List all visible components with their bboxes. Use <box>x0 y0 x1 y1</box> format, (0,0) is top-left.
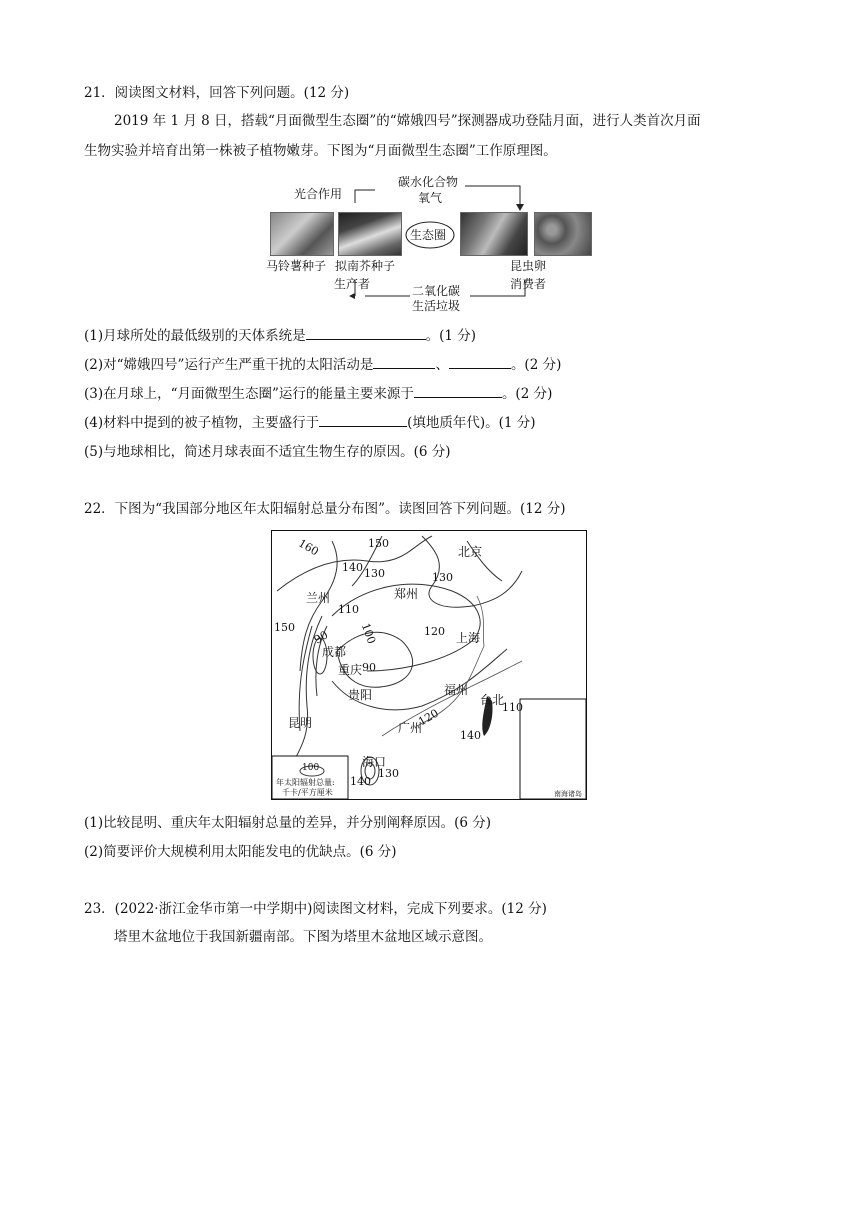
city-label: 兰州 <box>306 591 331 605</box>
isoline-label: 110 <box>502 701 523 714</box>
isoline-label: 90 <box>311 628 331 647</box>
isoline-label: 130 <box>432 571 453 584</box>
map-contours <box>272 531 586 799</box>
city-label: 北京 <box>458 545 483 559</box>
city-label: 上海 <box>456 631 481 645</box>
solar-radiation-map <box>271 530 587 800</box>
answer-blank[interactable] <box>319 414 407 427</box>
isoline-label: 140 <box>350 775 371 788</box>
q22-sub2: (2)简要评价大规模利用太阳能发电的优缺点。(6 分) <box>84 844 397 860</box>
isoline-label: 140 <box>342 561 363 574</box>
insect-egg-image-2 <box>534 212 592 256</box>
label-insect-egg: 昆虫卵 <box>510 259 547 273</box>
label-photosynthesis: 光合作用 <box>294 187 343 201</box>
isoline-label: 140 <box>460 729 481 742</box>
label-waste: 生活垃圾 <box>412 299 461 313</box>
legend-text-2: 千卡/平方厘米 <box>282 788 333 797</box>
q21-paragraph-line2: 生物实验并培育出第一株被子植物嫩芽。下图为“月面微型生态圈”工作原理图。 <box>84 143 557 159</box>
city-label: 成都 <box>322 645 347 659</box>
isoline-label: 160 <box>296 536 321 559</box>
q21-sub4-text: (4)材料中提到的被子植物，主要盛行于 <box>84 415 320 431</box>
label-arabidopsis-seed: 拟南芥种子 <box>335 259 396 273</box>
isoline-label: 90 <box>362 661 376 674</box>
label-potato-seed: 马铃薯种子 <box>266 259 327 273</box>
label-ecosystem-center: 生态圈 <box>410 228 447 242</box>
insect-egg-image-1 <box>460 212 528 256</box>
label-consumer: 消费者 <box>510 277 547 291</box>
label-carbohydrate: 碳水化合物 <box>398 175 459 189</box>
city-label: 福州 <box>444 683 469 697</box>
isoline-label: 130 <box>364 567 385 580</box>
isoline-label: 110 <box>338 603 359 616</box>
isoline-label: 150 <box>368 537 389 550</box>
isoline-label: 130 <box>378 767 399 780</box>
q21-sub1 <box>84 327 476 345</box>
q21-sub5: (5)与地球相比，简述月球表面不适宜生物生存的原因。(6 分) <box>84 444 451 460</box>
isoline-label: 150 <box>274 621 295 634</box>
answer-blank[interactable] <box>373 356 435 369</box>
city-label: 台北 <box>480 693 505 707</box>
q21-sub3 <box>84 385 552 403</box>
q21-sub2-text: (2)对“嫦娥四号”运行产生严重干扰的太阳活动是 <box>84 357 374 373</box>
q21-sub3-text: (3)在月球上，“月面微型生态圈”运行的能量主要来源于 <box>84 386 414 402</box>
city-label: 郑州 <box>394 587 419 601</box>
q21-sub3-end: 。(2 分) <box>501 386 553 402</box>
q21-sub2 <box>84 356 561 374</box>
isoline-label: 100 <box>358 621 379 646</box>
isoline-label: 120 <box>424 625 445 638</box>
label-oxygen: 氧气 <box>418 191 443 205</box>
answer-blank[interactable] <box>414 385 502 398</box>
q23-line1: 塔里木盆地位于我国新疆南部。下图为塔里木盆地区域示意图。 <box>114 929 492 945</box>
q21-title: 21．阅读图文材料，回答下列问题。(12 分) <box>84 85 350 101</box>
legend-value: 100 <box>302 763 320 773</box>
potato-seed-image <box>270 212 334 256</box>
answer-blank[interactable] <box>449 356 511 369</box>
label-producer: 生产者 <box>334 277 371 291</box>
answer-blank[interactable] <box>306 327 426 340</box>
q22-sub1: (1)比较昆明、重庆年太阳辐射总量的差异，并分别阐释原因。(6 分) <box>84 815 492 831</box>
q21-sub2-end: 。(2 分) <box>510 357 562 373</box>
q21-sub4 <box>84 414 536 432</box>
city-label: 贵阳 <box>348 688 373 702</box>
city-label: 海口 <box>362 755 387 769</box>
legend-text-1: 年太阳辐射总量: <box>276 778 335 787</box>
q21-sub4-end: (填地质年代)。(1 分) <box>407 415 536 431</box>
q21-sub1-text: (1)月球所处的最低级别的天体系统是 <box>84 328 306 344</box>
inset-label: 南海诸岛 <box>554 790 582 798</box>
q21-sub1-end: 。(1 分) <box>425 328 477 344</box>
arabidopsis-seed-image <box>338 212 402 256</box>
q23-title: 23．(2022·浙江金华市第一中学期中)阅读图文材料，完成下列要求。(12 分) <box>84 901 547 917</box>
q22-title: 22．下图为“我国部分地区年太阳辐射总量分布图”。读图回答下列问题。(12 分) <box>84 501 566 517</box>
city-label: 昆明 <box>288 716 313 730</box>
city-label: 重庆 <box>338 663 363 677</box>
label-co2: 二氧化碳 <box>412 284 461 298</box>
q21-sub2-sep: 、 <box>435 357 449 373</box>
q21-paragraph-line1: 2019 年 1 月 8 日，搭载“月面微型生态圈”的“嫦娥四号”探测器成功登陆月面，进行人类首次月面 <box>114 113 701 129</box>
isoline-label: 120 <box>416 706 441 729</box>
city-label: 广州 <box>398 721 423 735</box>
